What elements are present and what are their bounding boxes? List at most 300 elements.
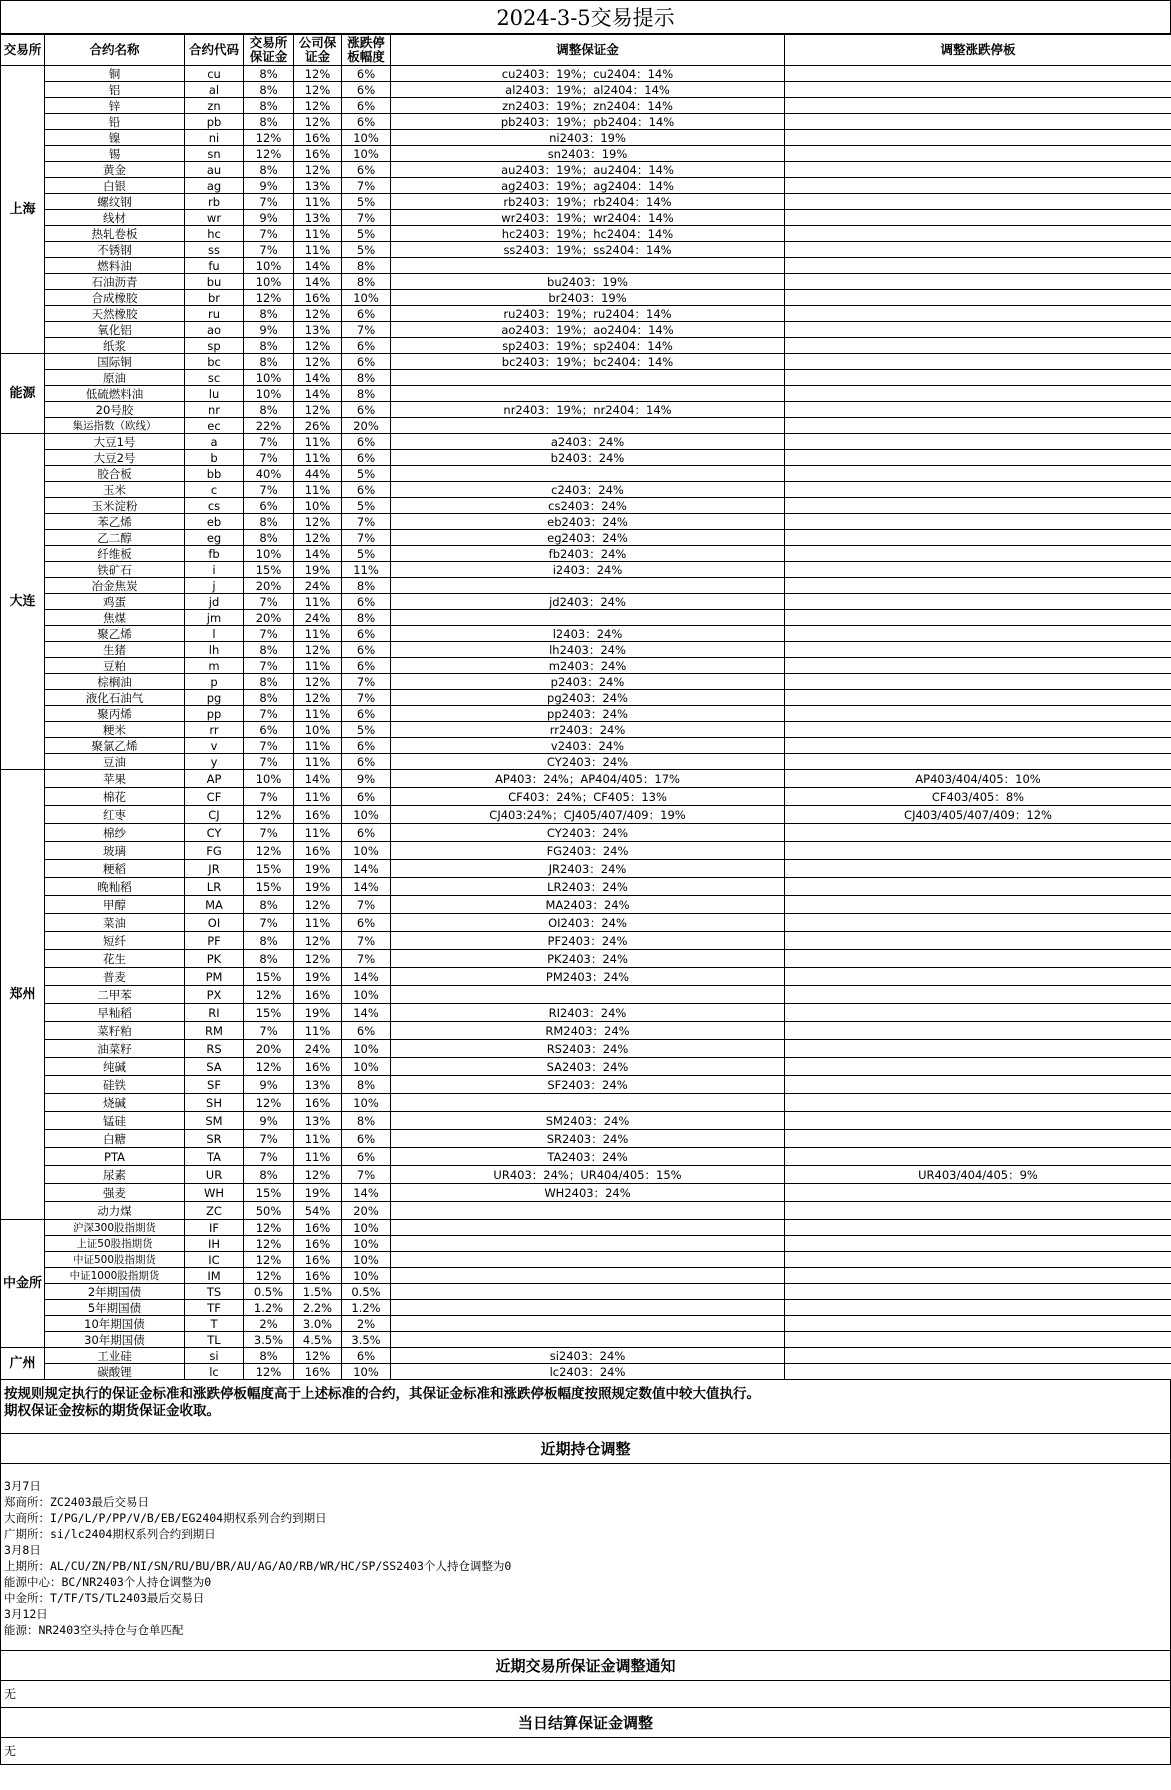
adjusted-margin-cell: CJ403:24%；CJ405/407/409：19% xyxy=(391,806,785,824)
contract-name-cell: 棕榈油 xyxy=(45,674,185,690)
exchange-margin-cell: 20% xyxy=(244,578,294,594)
adjusted-margin-cell xyxy=(391,578,785,594)
table-row xyxy=(1,824,1171,842)
adjusted-limit-cell xyxy=(785,354,1171,370)
contract-name-cell: 低硫燃料油 xyxy=(45,386,185,402)
company-margin-cell: 16% xyxy=(294,1058,342,1076)
price-limit-cell: 6% xyxy=(342,306,391,322)
company-margin-cell: 12% xyxy=(294,690,342,706)
contract-code-cell: SA xyxy=(185,1058,244,1076)
contract-name-cell: 10年期国债 xyxy=(45,1316,185,1332)
price-limit-cell: 6% xyxy=(342,914,391,932)
contract-code-cell: si xyxy=(185,1348,244,1364)
exchange-margin-cell: 8% xyxy=(244,674,294,690)
exchange-margin-cell: 8% xyxy=(244,162,294,178)
contract-code-cell: CY xyxy=(185,824,244,842)
price-limit-cell: 5% xyxy=(342,194,391,210)
adjusted-margin-cell: al2403：19%；al2404：14% xyxy=(391,82,785,98)
price-limit-cell: 6% xyxy=(342,626,391,642)
adjusted-limit-cell: UR403/404/405：9% xyxy=(785,1166,1171,1184)
company-margin-cell: 54% xyxy=(294,1202,342,1220)
table-row xyxy=(1,514,1171,530)
contract-code-cell: jm xyxy=(185,610,244,626)
contract-code-cell: l xyxy=(185,626,244,642)
company-margin-cell: 13% xyxy=(294,1112,342,1130)
company-margin-cell: 3.0% xyxy=(294,1316,342,1332)
exchange-margin-cell: 8% xyxy=(244,402,294,418)
company-margin-cell: 13% xyxy=(294,322,342,338)
adjusted-limit-cell xyxy=(785,434,1171,450)
adjusted-limit-cell xyxy=(785,530,1171,546)
adjusted-limit-cell xyxy=(785,738,1171,754)
contract-code-cell: ni xyxy=(185,130,244,146)
contract-code-cell: PF xyxy=(185,932,244,950)
price-limit-cell: 14% xyxy=(342,968,391,986)
company-margin-cell: 26% xyxy=(294,418,342,434)
price-limit-cell: 6% xyxy=(342,98,391,114)
adjusted-margin-cell: wr2403：19%；wr2404：14% xyxy=(391,210,785,226)
company-margin-cell: 12% xyxy=(294,114,342,130)
contract-name-cell: 聚乙烯 xyxy=(45,626,185,642)
contract-name-cell: 棉纱 xyxy=(45,824,185,842)
adjusted-margin-cell: ss2403：19%；ss2404：14% xyxy=(391,242,785,258)
contract-name-cell: 粳稻 xyxy=(45,860,185,878)
adjusted-limit-cell xyxy=(785,370,1171,386)
table-row xyxy=(1,482,1171,498)
contract-name-cell: 动力煤 xyxy=(45,1202,185,1220)
contract-code-cell: a xyxy=(185,434,244,450)
table-row xyxy=(1,806,1171,824)
contract-code-cell: sc xyxy=(185,370,244,386)
contract-name-cell: 国际铜 xyxy=(45,354,185,370)
contract-code-cell: hc xyxy=(185,226,244,242)
contract-code-cell: SF xyxy=(185,1076,244,1094)
adjusted-margin-cell: SA2403：24% xyxy=(391,1058,785,1076)
adjusted-limit-cell xyxy=(785,1040,1171,1058)
adjusted-limit-cell xyxy=(785,322,1171,338)
contract-code-cell: nr xyxy=(185,402,244,418)
contract-name-cell: 豆油 xyxy=(45,754,185,770)
adjusted-margin-cell: RS2403：24% xyxy=(391,1040,785,1058)
exchange-margin-cell: 12% xyxy=(244,1058,294,1076)
adjusted-limit-cell xyxy=(785,114,1171,130)
price-limit-cell: 7% xyxy=(342,674,391,690)
contract-code-cell: JR xyxy=(185,860,244,878)
position-line: 能源：NR2403空头持仓与仓单匹配 xyxy=(4,1623,184,1637)
price-limit-cell: 10% xyxy=(342,146,391,162)
adjusted-limit-cell xyxy=(785,290,1171,306)
table-row xyxy=(1,1112,1171,1130)
price-limit-cell: 6% xyxy=(342,482,391,498)
exchange-margin-cell: 20% xyxy=(244,1040,294,1058)
exchange-margin-cell: 1.2% xyxy=(244,1300,294,1316)
adjusted-margin-cell: jd2403：24% xyxy=(391,594,785,610)
adjusted-margin-cell: lc2403：24% xyxy=(391,1364,785,1380)
adjusted-limit-cell xyxy=(785,1316,1171,1332)
exchange-margin-cell: 15% xyxy=(244,878,294,896)
table-row xyxy=(1,146,1171,162)
adjusted-limit-cell xyxy=(785,1268,1171,1284)
price-limit-cell: 8% xyxy=(342,610,391,626)
table-row xyxy=(1,738,1171,754)
adjusted-margin-cell xyxy=(391,1094,785,1112)
contract-code-cell: FG xyxy=(185,842,244,860)
exchange-margin-cell: 7% xyxy=(244,226,294,242)
adjusted-limit-cell xyxy=(785,498,1171,514)
adjusted-margin-cell: au2403：19%；au2404：14% xyxy=(391,162,785,178)
contract-name-cell: 玻璃 xyxy=(45,842,185,860)
table-row xyxy=(1,706,1171,722)
contract-code-cell: CJ xyxy=(185,806,244,824)
contract-code-cell: SH xyxy=(185,1094,244,1112)
adjusted-limit-cell xyxy=(785,210,1171,226)
table-row xyxy=(1,932,1171,950)
contract-code-cell: b xyxy=(185,450,244,466)
company-margin-cell: 12% xyxy=(294,162,342,178)
company-margin-cell: 12% xyxy=(294,896,342,914)
company-margin-cell: 16% xyxy=(294,1252,342,1268)
contract-name-cell: 中证1000股指期货 xyxy=(45,1268,185,1284)
position-line: 3月8日 xyxy=(4,1543,41,1557)
header-exchange: 交易所 xyxy=(1,35,45,66)
price-limit-cell: 6% xyxy=(342,754,391,770)
company-margin-cell: 14% xyxy=(294,258,342,274)
exchange-margin-cell: 12% xyxy=(244,986,294,1004)
price-limit-cell: 10% xyxy=(342,1220,391,1236)
exchange-margin-cell: 8% xyxy=(244,690,294,706)
contract-name-cell: 花生 xyxy=(45,950,185,968)
company-margin-cell: 12% xyxy=(294,514,342,530)
adjusted-limit-cell xyxy=(785,1202,1171,1220)
contract-name-cell: 早籼稻 xyxy=(45,1004,185,1022)
adjusted-margin-cell: bu2403：19% xyxy=(391,274,785,290)
table-row xyxy=(1,1022,1171,1040)
adjusted-limit-cell xyxy=(785,1252,1171,1268)
exchange-margin-cell: 10% xyxy=(244,274,294,290)
table-row xyxy=(1,950,1171,968)
adjusted-margin-cell xyxy=(391,1332,785,1348)
adjusted-limit-cell xyxy=(785,242,1171,258)
table-row xyxy=(1,842,1171,860)
adjusted-margin-cell: p2403：24% xyxy=(391,674,785,690)
adjusted-margin-cell: br2403：19% xyxy=(391,290,785,306)
exchange-margin-cell: 7% xyxy=(244,434,294,450)
price-limit-cell: 6% xyxy=(342,1148,391,1166)
price-limit-cell: 6% xyxy=(342,1130,391,1148)
adjusted-margin-cell: a2403：24% xyxy=(391,434,785,450)
adjusted-limit-cell xyxy=(785,402,1171,418)
exchange-margin-cell: 7% xyxy=(244,1130,294,1148)
adjusted-limit-cell: CF403/405：8% xyxy=(785,788,1171,806)
contract-code-cell: sp xyxy=(185,338,244,354)
adjusted-limit-cell xyxy=(785,66,1171,82)
exchange-margin-cell: 9% xyxy=(244,1076,294,1094)
price-limit-cell: 7% xyxy=(342,690,391,706)
price-limit-cell: 6% xyxy=(342,706,391,722)
contract-name-cell: 粳米 xyxy=(45,722,185,738)
exchange-margin-cell: 10% xyxy=(244,370,294,386)
company-margin-cell: 14% xyxy=(294,370,342,386)
exchange-margin-cell: 10% xyxy=(244,386,294,402)
adjusted-limit-cell xyxy=(785,386,1171,402)
table-row xyxy=(1,578,1171,594)
contract-name-cell: 石油沥青 xyxy=(45,274,185,290)
contract-code-cell: fu xyxy=(185,258,244,274)
price-limit-cell: 10% xyxy=(342,842,391,860)
adjusted-limit-cell xyxy=(785,1076,1171,1094)
adjusted-limit-cell xyxy=(785,578,1171,594)
contract-code-cell: au xyxy=(185,162,244,178)
contract-name-cell: 玉米淀粉 xyxy=(45,498,185,514)
contract-code-cell: eb xyxy=(185,514,244,530)
adjusted-margin-cell: SF2403：24% xyxy=(391,1076,785,1094)
price-limit-cell: 5% xyxy=(342,546,391,562)
adjusted-limit-cell xyxy=(785,626,1171,642)
contract-name-cell: 苹果 xyxy=(45,770,185,788)
adjusted-limit-cell xyxy=(785,878,1171,896)
contract-code-cell: i xyxy=(185,562,244,578)
company-margin-cell: 11% xyxy=(294,594,342,610)
adjusted-limit-cell xyxy=(785,968,1171,986)
adjusted-limit-cell xyxy=(785,418,1171,434)
table-row xyxy=(1,1284,1171,1300)
table-row xyxy=(1,1166,1171,1184)
contract-code-cell: TA xyxy=(185,1148,244,1166)
adjusted-margin-cell: JR2403：24% xyxy=(391,860,785,878)
contract-name-cell: 5年期国债 xyxy=(45,1300,185,1316)
adjusted-limit-cell xyxy=(785,986,1171,1004)
table-row xyxy=(1,418,1171,434)
contract-code-cell: cu xyxy=(185,66,244,82)
header-adjusted-margin: 调整保证金 xyxy=(391,35,785,66)
table-row xyxy=(1,1058,1171,1076)
price-limit-cell: 8% xyxy=(342,386,391,402)
price-limit-cell: 6% xyxy=(342,162,391,178)
price-limit-cell: 6% xyxy=(342,594,391,610)
contract-code-cell: v xyxy=(185,738,244,754)
company-margin-cell: 24% xyxy=(294,1040,342,1058)
exchange-cell: 广州 xyxy=(1,1348,45,1380)
company-margin-cell: 24% xyxy=(294,578,342,594)
table-row xyxy=(1,770,1171,788)
exchange-margin-cell: 8% xyxy=(244,354,294,370)
contract-name-cell: 沪深300股指期货 xyxy=(45,1220,185,1236)
adjusted-limit-cell xyxy=(785,466,1171,482)
adjusted-margin-cell: cu2403：19%；cu2404：14% xyxy=(391,66,785,82)
adjusted-margin-cell: ni2403：19% xyxy=(391,130,785,146)
contract-name-cell: 燃料油 xyxy=(45,258,185,274)
table-row xyxy=(1,722,1171,738)
exchange-margin-cell: 12% xyxy=(244,290,294,306)
contract-code-cell: CF xyxy=(185,788,244,806)
position-line: 能源中心：BC/NR2403个人持仓调整为0 xyxy=(4,1575,212,1589)
table-row xyxy=(1,674,1171,690)
company-margin-cell: 19% xyxy=(294,878,342,896)
exchange-margin-cell: 7% xyxy=(244,914,294,932)
price-limit-cell: 14% xyxy=(342,1184,391,1202)
table-row xyxy=(1,1094,1171,1112)
adjusted-margin-cell: i2403：24% xyxy=(391,562,785,578)
company-margin-cell: 12% xyxy=(294,98,342,114)
exchange-margin-cell: 0.5% xyxy=(244,1284,294,1300)
contract-name-cell: 铝 xyxy=(45,82,185,98)
company-margin-cell: 11% xyxy=(294,738,342,754)
adjusted-margin-cell xyxy=(391,1236,785,1252)
contract-name-cell: 碳酸锂 xyxy=(45,1364,185,1380)
contract-code-cell: ao xyxy=(185,322,244,338)
contract-code-cell: pg xyxy=(185,690,244,706)
adjusted-margin-cell xyxy=(391,1220,785,1236)
adjusted-limit-cell xyxy=(785,82,1171,98)
price-limit-cell: 5% xyxy=(342,466,391,482)
table-row xyxy=(1,642,1171,658)
position-line: 上期所：AL/CU/ZN/PB/NI/SN/RU/BU/BR/AU/AG/AO/RB/WR/HC/SP/SS2403个人持仓调整为0 xyxy=(4,1559,512,1573)
header-exchange-margin: 交易所保证金 xyxy=(244,35,294,66)
adjusted-margin-cell: MA2403：24% xyxy=(391,896,785,914)
rules-note xyxy=(0,1380,1171,1434)
contract-name-cell: 胶合板 xyxy=(45,466,185,482)
adjusted-limit-cell xyxy=(785,706,1171,722)
adjusted-limit-cell xyxy=(785,1004,1171,1022)
table-row xyxy=(1,130,1171,146)
table-row xyxy=(1,1220,1171,1236)
adjusted-limit-cell xyxy=(785,1094,1171,1112)
company-margin-cell: 12% xyxy=(294,950,342,968)
contract-name-cell: 焦煤 xyxy=(45,610,185,626)
company-margin-cell: 12% xyxy=(294,354,342,370)
exchange-margin-cell: 7% xyxy=(244,824,294,842)
company-margin-cell: 11% xyxy=(294,482,342,498)
contract-code-cell: bu xyxy=(185,274,244,290)
position-line: 广期所：si/lc2404期权系列合约到期日 xyxy=(4,1527,216,1541)
adjusted-limit-cell xyxy=(785,610,1171,626)
exchange-cell: 郑州 xyxy=(1,770,45,1220)
contract-name-cell: 甲醇 xyxy=(45,896,185,914)
price-limit-cell: 2% xyxy=(342,1316,391,1332)
price-limit-cell: 6% xyxy=(342,82,391,98)
company-margin-cell: 16% xyxy=(294,1220,342,1236)
price-limit-cell: 1.2% xyxy=(342,1300,391,1316)
adjusted-margin-cell: PK2403：24% xyxy=(391,950,785,968)
adjusted-margin-cell: PF2403：24% xyxy=(391,932,785,950)
contract-name-cell: 液化石油气 xyxy=(45,690,185,706)
contract-name-cell: 白银 xyxy=(45,178,185,194)
company-margin-cell: 11% xyxy=(294,914,342,932)
company-margin-cell: 4.5% xyxy=(294,1332,342,1348)
company-margin-cell: 12% xyxy=(294,66,342,82)
company-margin-cell: 11% xyxy=(294,788,342,806)
adjusted-margin-cell: rb2403：19%；rb2404：14% xyxy=(391,194,785,210)
adjusted-limit-cell xyxy=(785,690,1171,706)
table-row xyxy=(1,610,1171,626)
adjusted-margin-cell: ru2403：19%；ru2404：14% xyxy=(391,306,785,322)
adjusted-limit-cell xyxy=(785,130,1171,146)
exchange-margin-cell: 8% xyxy=(244,896,294,914)
adjusted-limit-cell xyxy=(785,674,1171,690)
price-limit-cell: 10% xyxy=(342,290,391,306)
company-margin-cell: 19% xyxy=(294,562,342,578)
price-limit-cell: 10% xyxy=(342,1236,391,1252)
company-margin-cell: 13% xyxy=(294,210,342,226)
adjusted-limit-cell xyxy=(785,1184,1171,1202)
company-margin-cell: 2.2% xyxy=(294,1300,342,1316)
adjusted-limit-cell xyxy=(785,1022,1171,1040)
company-margin-cell: 12% xyxy=(294,1348,342,1364)
adjusted-limit-cell xyxy=(785,842,1171,860)
contract-name-cell: 天然橡胶 xyxy=(45,306,185,322)
contract-code-cell: AP xyxy=(185,770,244,788)
contract-code-cell: T xyxy=(185,1316,244,1332)
company-margin-cell: 12% xyxy=(294,306,342,322)
company-margin-cell: 11% xyxy=(294,658,342,674)
table-row xyxy=(1,274,1171,290)
contract-code-cell: RM xyxy=(185,1022,244,1040)
company-margin-cell: 16% xyxy=(294,130,342,146)
adjusted-margin-cell: eg2403：24% xyxy=(391,530,785,546)
contract-code-cell: SR xyxy=(185,1130,244,1148)
exchange-margin-cell: 3.5% xyxy=(244,1332,294,1348)
adjusted-margin-cell: zn2403：19%；zn2404：14% xyxy=(391,98,785,114)
price-limit-cell: 6% xyxy=(342,824,391,842)
adjusted-margin-cell: RI2403：24% xyxy=(391,1004,785,1022)
company-margin-cell: 11% xyxy=(294,1148,342,1166)
contract-name-cell: 黄金 xyxy=(45,162,185,178)
exchange-margin-cell: 50% xyxy=(244,1202,294,1220)
contract-code-cell: pb xyxy=(185,114,244,130)
exchange-margin-cell: 7% xyxy=(244,594,294,610)
adjusted-limit-cell xyxy=(785,258,1171,274)
price-limit-cell: 8% xyxy=(342,1076,391,1094)
adjusted-margin-cell xyxy=(391,1300,785,1316)
contract-code-cell: rb xyxy=(185,194,244,210)
contract-name-cell: 冶金焦炭 xyxy=(45,578,185,594)
adjusted-margin-cell xyxy=(391,610,785,626)
table-row xyxy=(1,66,1171,82)
company-margin-cell: 12% xyxy=(294,674,342,690)
table-row xyxy=(1,1236,1171,1252)
table-row xyxy=(1,306,1171,322)
exchange-margin-cell: 22% xyxy=(244,418,294,434)
contract-code-cell: RI xyxy=(185,1004,244,1022)
adjusted-limit-cell xyxy=(785,450,1171,466)
company-margin-cell: 12% xyxy=(294,402,342,418)
company-margin-cell: 19% xyxy=(294,1184,342,1202)
contract-name-cell: 晚籼稻 xyxy=(45,878,185,896)
table-row xyxy=(1,860,1171,878)
price-limit-cell: 8% xyxy=(342,370,391,386)
exchange-margin-cell: 8% xyxy=(244,1166,294,1184)
position-line: 3月7日 xyxy=(4,1479,41,1493)
contract-code-cell: br xyxy=(185,290,244,306)
margin-notice-title: 近期交易所保证金调整通知 xyxy=(0,1651,1171,1681)
price-limit-cell: 7% xyxy=(342,322,391,338)
exchange-margin-cell: 8% xyxy=(244,1348,294,1364)
price-limit-cell: 10% xyxy=(342,1252,391,1268)
adjusted-margin-cell xyxy=(391,1284,785,1300)
contract-code-cell: j xyxy=(185,578,244,594)
price-limit-cell: 7% xyxy=(342,896,391,914)
contract-code-cell: lc xyxy=(185,1364,244,1380)
table-row xyxy=(1,1130,1171,1148)
price-limit-cell: 6% xyxy=(342,642,391,658)
contract-name-cell: 中证500股指期货 xyxy=(45,1252,185,1268)
price-limit-cell: 7% xyxy=(342,210,391,226)
table-row xyxy=(1,466,1171,482)
price-limit-cell: 6% xyxy=(342,450,391,466)
adjusted-margin-cell: pp2403：24% xyxy=(391,706,785,722)
exchange-margin-cell: 12% xyxy=(244,1236,294,1252)
contract-name-cell: 上证50股指期货 xyxy=(45,1236,185,1252)
